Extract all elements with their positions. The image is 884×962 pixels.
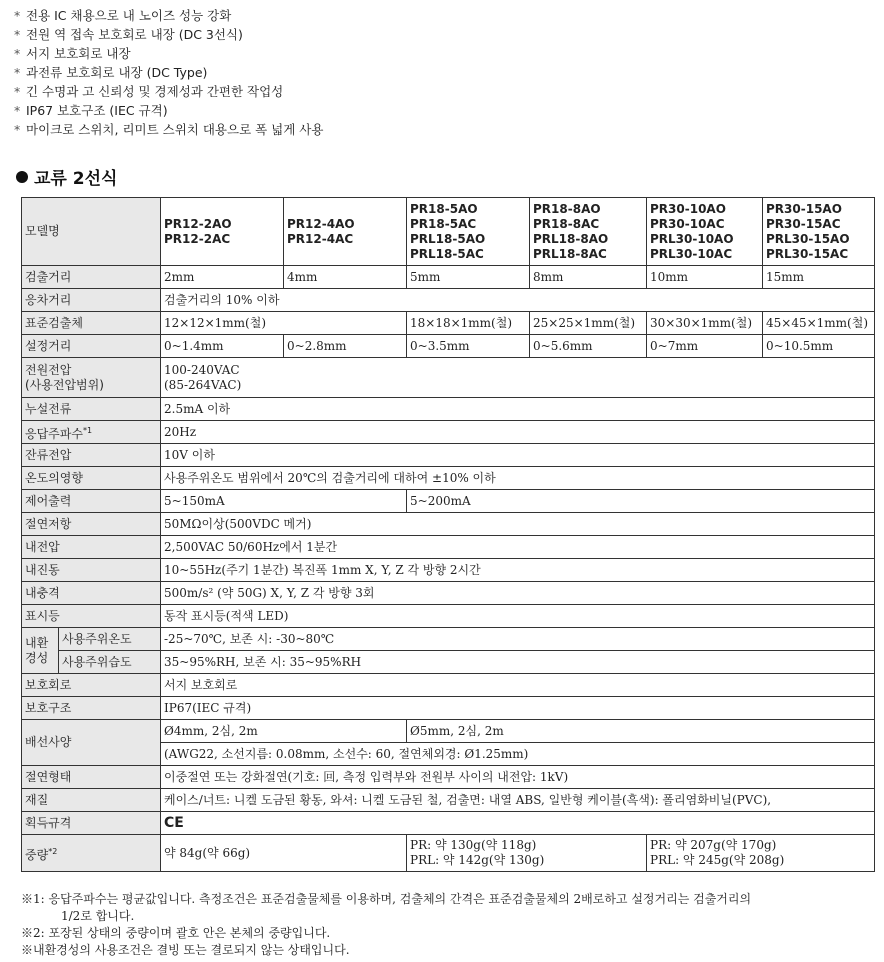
label-model: 모델명 (22, 198, 161, 266)
value-cell: Ø4mm, 2심, 2m (161, 720, 407, 743)
footnote-2: ※2: 포장된 상태의 중량이며 괄호 안은 본체의 중량입니다. (21, 926, 331, 940)
value-cell: PR: 약 207g(약 170g) PRL: 약 245g(약 208g) (647, 835, 875, 872)
row-material (22, 789, 875, 812)
label-cable: 배선사양 (22, 720, 161, 766)
feature-list (14, 6, 323, 139)
value-cell: 12×12×1mm(철) (161, 312, 407, 335)
row-insulation-resistance (22, 513, 875, 536)
row-protection-circuit (22, 674, 875, 697)
value-cell: 500m/s² (약 50G) X, Y, Z 각 방향 3회 (161, 582, 875, 605)
value-cell: 검출거리의 10% 이하 (161, 289, 875, 312)
spec-table (21, 197, 875, 872)
row-cable (22, 720, 875, 743)
row-shock (22, 582, 875, 605)
ce-mark-icon: CE (164, 814, 184, 831)
label-control-output: 제어출력 (22, 490, 161, 513)
label-environment: 내환 경성 (22, 628, 59, 674)
model-cell: PR18-5AO PR18-5AC PRL18-5AO PRL18-5AC (407, 198, 530, 266)
value-cell: 0~7mm (647, 335, 763, 358)
feature-item: * 전원 역 접속 보호회로 내장 (DC 3선식) (14, 27, 243, 42)
label-approval: 획득규격 (22, 812, 161, 835)
row-ambient-humidity (22, 651, 875, 674)
row-model (22, 198, 875, 266)
label-insulation-type: 절연형태 (22, 766, 161, 789)
row-insulation-type (22, 766, 875, 789)
value-cell: 이중절연 또는 강화절연(기호: 回, 측정 입력부와 전원부 사이의 내전압: 1kV) (161, 766, 875, 789)
value-cell: 45×45×1mm(철) (763, 312, 875, 335)
value-cell: 0~3.5mm (407, 335, 530, 358)
value-cell: 25×25×1mm(철) (530, 312, 647, 335)
label-vibration: 내진동 (22, 559, 161, 582)
value-cell: 15mm (763, 266, 875, 289)
row-sensing-distance (22, 266, 875, 289)
model-cell: PR30-10AO PR30-10AC PRL30-10AO PRL30-10AC (647, 198, 763, 266)
value-cell: 20Hz (161, 421, 875, 444)
value-cell: 2,500VAC 50/60Hz에서 1분간 (161, 536, 875, 559)
row-ambient-temp (22, 628, 875, 651)
label-leakage-current: 누설전류 (22, 398, 161, 421)
row-vibration (22, 559, 875, 582)
label-sensing-distance: 검출거리 (22, 266, 161, 289)
value-cell: 약 84g(약 66g) (161, 835, 407, 872)
value-cell: 5~150mA (161, 490, 407, 513)
value-cell: 4mm (284, 266, 407, 289)
value-cell: 0~5.6mm (530, 335, 647, 358)
row-hysteresis (22, 289, 875, 312)
value-cell: 50MΩ이상(500VDC 메거) (161, 513, 875, 536)
label-standard-object: 표준검출체 (22, 312, 161, 335)
row-weight (22, 835, 875, 872)
row-standard-object (22, 312, 875, 335)
footnote-mark: *2 (48, 846, 58, 856)
value-cell: 5mm (407, 266, 530, 289)
feature-item: * 긴 수명과 고 신뢰성 및 경제성과 간편한 작업성 (14, 84, 284, 99)
row-setting-distance (22, 335, 875, 358)
label-shock: 내충격 (22, 582, 161, 605)
bullet-icon: * (14, 65, 21, 80)
label-indicator: 표시등 (22, 605, 161, 628)
value-cell: 2.5mA 이하 (161, 398, 875, 421)
model-cell: PR30-15AO PR30-15AC PRL30-15AO PRL30-15AC (763, 198, 875, 266)
label-temp-effect: 온도의영향 (22, 467, 161, 490)
value-cell: 케이스/너트: 니켈 도금된 황동, 와셔: 니켈 도금된 철, 검출면: 내열 ABS, 일반형 케이블(흑색): 폴리염화비닐(PVC), (161, 789, 875, 812)
bullet-icon: * (14, 8, 21, 23)
label-protection-structure: 보호구조 (22, 697, 161, 720)
value-cell: (AWG22, 소선지름: 0.08mm, 소선수: 60, 절연체외경: Ø1.25mm) (161, 743, 875, 766)
bullet-dot-icon (16, 171, 28, 183)
label-ambient-humidity: 사용주위습도 (59, 651, 161, 674)
value-cell: 0~1.4mm (161, 335, 284, 358)
row-protection-structure (22, 697, 875, 720)
value-cell: 10~55Hz(주기 1분간) 복진폭 1mm X, Y, Z 각 방향 2시간 (161, 559, 875, 582)
row-indicator (22, 605, 875, 628)
row-temp-effect (22, 467, 875, 490)
label-insulation-resistance: 절연저항 (22, 513, 161, 536)
value-cell: 0~2.8mm (284, 335, 407, 358)
label-material: 재질 (22, 789, 161, 812)
row-leakage-current (22, 398, 875, 421)
value-cell (161, 812, 875, 835)
value-cell: 18×18×1mm(철) (407, 312, 530, 335)
label-residual-voltage: 잔류전압 (22, 444, 161, 467)
footnote-1: ※1: 응답주파수는 평균값입니다. 측정조건은 표준검출물체를 이용하며, 검출체의 간격은 표준검출물체의 2배로하고 설정거리는 검출거리의 (21, 892, 752, 906)
model-cell: PR12-4AO PR12-4AC (284, 198, 407, 266)
footnote-3: ※내환경성의 사용조건은 결빙 또는 결로되지 않는 상태입니다. (21, 943, 350, 957)
row-approval (22, 812, 875, 835)
value-cell: 동작 표시등(적색 LED) (161, 605, 875, 628)
label-power-supply: 전원전압 (사용전압범위) (22, 358, 161, 398)
footnotes (21, 891, 881, 959)
row-control-output (22, 490, 875, 513)
value-cell: -25~70℃, 보존 시: -30~80℃ (161, 628, 875, 651)
row-response-frequency (22, 421, 875, 444)
value-cell: 30×30×1mm(철) (647, 312, 763, 335)
row-dielectric-strength (22, 536, 875, 559)
value-cell: 서지 보호회로 (161, 674, 875, 697)
value-cell: Ø5mm, 2심, 2m (407, 720, 875, 743)
feature-item: * 과전류 보호회로 내장 (DC Type) (14, 65, 208, 80)
bullet-icon: * (14, 84, 21, 99)
section-title: 교류 2선식 (16, 164, 117, 189)
label-response-frequency: 응답주파수$^{*1}$ (22, 421, 161, 444)
value-cell: 2mm (161, 266, 284, 289)
label-ambient-temp: 사용주위온도 (59, 628, 161, 651)
value-cell: 100-240VAC (85-264VAC) (161, 358, 875, 398)
row-power-supply (22, 358, 875, 398)
row-residual-voltage (22, 444, 875, 467)
model-cell: PR12-2AO PR12-2AC (161, 198, 284, 266)
label-dielectric-strength: 내전압 (22, 536, 161, 559)
footnote-mark: *1 (82, 425, 93, 435)
bullet-icon: * (14, 122, 21, 137)
feature-item: * 전용 IC 채용으로 내 노이즈 성능 강화 (14, 8, 232, 23)
label-weight: 중량$^{*2}$ (22, 835, 161, 872)
value-cell: IP67(IEC 규격) (161, 697, 875, 720)
value-cell: 35~95%RH, 보존 시: 35~95%RH (161, 651, 875, 674)
feature-item: * 마이크로 스위치, 리미트 스위치 대용으로 폭 넓게 사용 (14, 122, 324, 137)
feature-item: * 서지 보호회로 내장 (14, 46, 131, 61)
label-setting-distance: 설정거리 (22, 335, 161, 358)
bullet-icon: * (14, 103, 21, 118)
bullet-icon: * (14, 27, 21, 42)
value-cell: 8mm (530, 266, 647, 289)
value-cell: 10V 이하 (161, 444, 875, 467)
value-cell: 10mm (647, 266, 763, 289)
label-hysteresis: 응차거리 (22, 289, 161, 312)
feature-item: * IP67 보호구조 (IEC 규격) (14, 103, 168, 118)
value-cell: 5~200mA (407, 490, 875, 513)
footnote-1-cont: 1/2로 합니다. (61, 909, 135, 923)
label-protection-circuit: 보호회로 (22, 674, 161, 697)
value-cell: PR: 약 130g(약 118g) PRL: 약 142g(약 130g) (407, 835, 647, 872)
bullet-icon: * (14, 46, 21, 61)
value-cell: 0~10.5mm (763, 335, 875, 358)
value-cell: 사용주위온도 범위에서 20℃의 검출거리에 대하여 ±10% 이하 (161, 467, 875, 490)
model-cell: PR18-8AO PR18-8AC PRL18-8AO PRL18-8AC (530, 198, 647, 266)
